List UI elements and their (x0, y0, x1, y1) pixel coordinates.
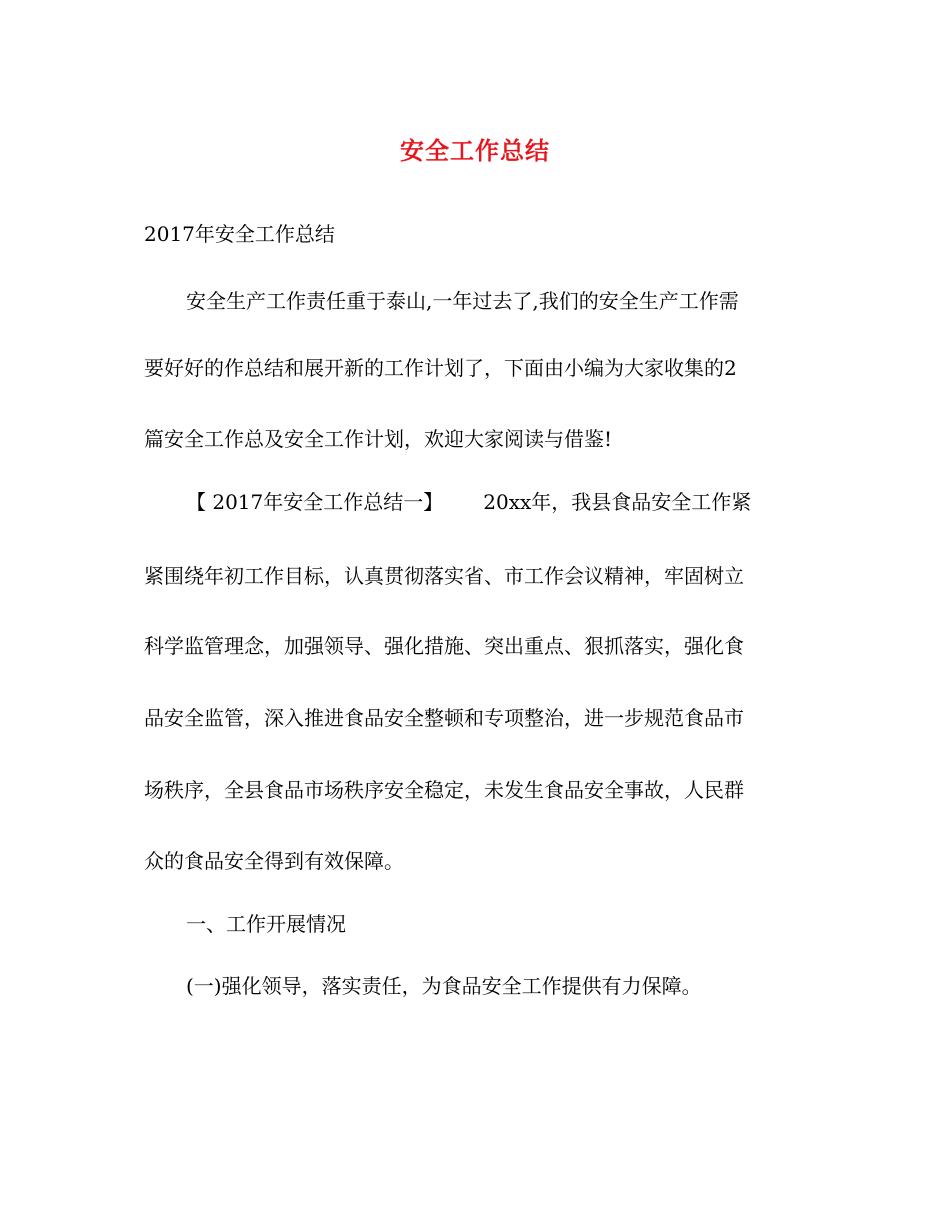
section-one-line-5: 场秩序，全县食品市场秩序安全稳定，未发生食品安全事故，人民群 (144, 778, 744, 802)
section-one-line-4: 品安全监管，深入推进食品安全整顿和专项整治，进一步规范食品市 (144, 706, 744, 730)
section-one-heading: 【 2017年安全工作总结一】 (186, 490, 444, 514)
intro-line-3: 篇安全工作总及安全工作计划，欢迎大家阅读与借鉴! (144, 427, 613, 451)
sub-heading: (一)强化领导，落实责任，为食品安全工作提供有力保障。 (186, 974, 702, 998)
intro-line-1: 安全生产工作责任重于泰山,一年过去了,我们的安全生产工作需 (186, 289, 739, 313)
section-one-first-line (186, 487, 804, 517)
intro-line-2: 要好好的作总结和展开新的工作计划了，下面由小编为大家收集的2 (144, 356, 737, 380)
section-one-line-2: 紧围绕年初工作目标，认真贯彻落实省、市工作会议精神，牢固树立 (144, 564, 744, 588)
document-subtitle: 2017年安全工作总结 (144, 222, 335, 246)
part-heading: 一、工作开展情况 (186, 912, 346, 936)
section-one-line-6: 众的食品安全得到有效保障。 (144, 849, 404, 873)
section-one-first-line-rest: 20xx年，我县食品安全工作紧 (483, 490, 752, 514)
section-one-line-3: 科学监管理念，加强领导、强化措施、突出重点、狠抓落实，强化食 (144, 634, 744, 658)
document-title: 安全工作总结 (400, 136, 550, 165)
